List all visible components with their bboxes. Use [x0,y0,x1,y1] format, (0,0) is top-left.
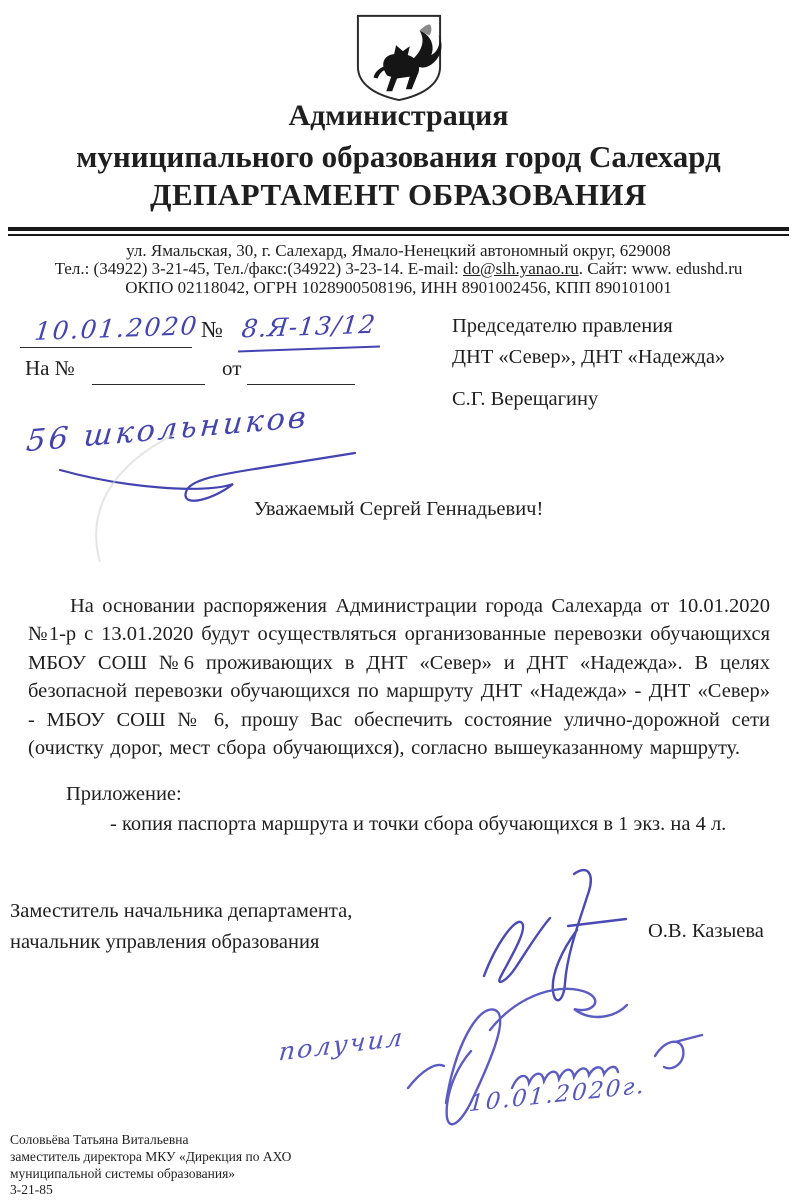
body-paragraph: На основании распоряжения Администрации города Салехарда от 10.01.2020 №1-р с 13.01.2020 будут осуществляться организованные перевозки обучающихся МБОУ СОШ №6 проживающих в ДНТ «Север» и ДНТ «Надежда». В целях безопасной перевозки обучающихся по маршруту ДНТ «Надежда» - ДНТ «Север» - МБОУ СОШ № 6, прошу Вас обеспечить состояние улично-дорожной сети (очистку дорог, мест сбора обучающихся), согласно вышеуказанному маршруту. [28,595,770,760]
recipient-block [452,311,792,373]
coat-of-arms-icon [350,12,448,102]
recipient-line1: Председателю правления [452,315,673,337]
signer-title-line2: начальник управления образования [10,930,320,953]
recipient-name: С.Г. Верещагину [452,388,599,410]
executor-name: Соловьёва Татьяна Витальевна [10,1132,189,1147]
contacts-prefix: Тел.: (34922) 3-21-45, Тел./факс:(34922) 3-23-14. E-mail: [54,259,463,278]
received-date-handwritten: 10.01.2020г. [467,1072,647,1118]
email-text: do@slh.yanao.ru [462,259,579,278]
salutation: Уважаемый Сергей Геннадьевич! [253,498,544,520]
reg-date-line [20,347,192,348]
attachment-item: - копия паспорта маршрута и точки сбора обучающихся в 1 экз. на 4 л. [110,813,727,835]
reg-date-handwritten: 10.01.2020 [33,311,201,346]
contacts-line [0,259,797,279]
address-line: ул. Ямальская, 30, г. Салехард, Ямало-Ненецкий автономный округ, 629008 [126,241,671,260]
reply-date-blank [247,384,355,385]
executor-title-line2: муниципальной системы образования» [10,1165,236,1181]
department-name: ДЕПАРТАМЕНТ ОБРАЗОВАНИЯ [150,177,647,212]
org-name-line2: муниципального образования город Салехард [76,139,721,174]
executor-info [10,1132,291,1199]
pupils-count-note-handwritten: 56 школьников [24,399,311,460]
reply-number-blank [92,384,205,385]
reg-number-underline [238,346,380,353]
header-divider [8,227,789,236]
attachment-label: Приложение: [66,783,182,805]
signer-name: О.В. Казыева [648,920,764,942]
contacts-suffix: . Сайт: www. edushd.ru [578,259,743,278]
reg-number-label: № [201,317,223,342]
executor-phone: 3-21-85 [10,1182,53,1198]
signer-title [10,896,352,957]
received-note-handwritten: получил [277,1022,406,1067]
reply-ref-label: На № [25,356,75,380]
codes-line: ОКПО 02118042, ОГРН 1028900508196, ИНН 8901002456, КПП 890101001 [125,278,672,297]
executor-title-line1: заместитель директора МКУ «Дирекция по АХО [10,1148,292,1164]
reply-from-label: от [222,356,242,380]
reg-number-handwritten: 8.Я-13/12 [240,309,378,344]
signer-title-line1: Заместитель начальника департамента, [10,900,353,922]
org-name-line1: Администрация [288,99,509,132]
recipient-line2: ДНТ «Север», ДНТ «Надежда» [452,346,726,368]
